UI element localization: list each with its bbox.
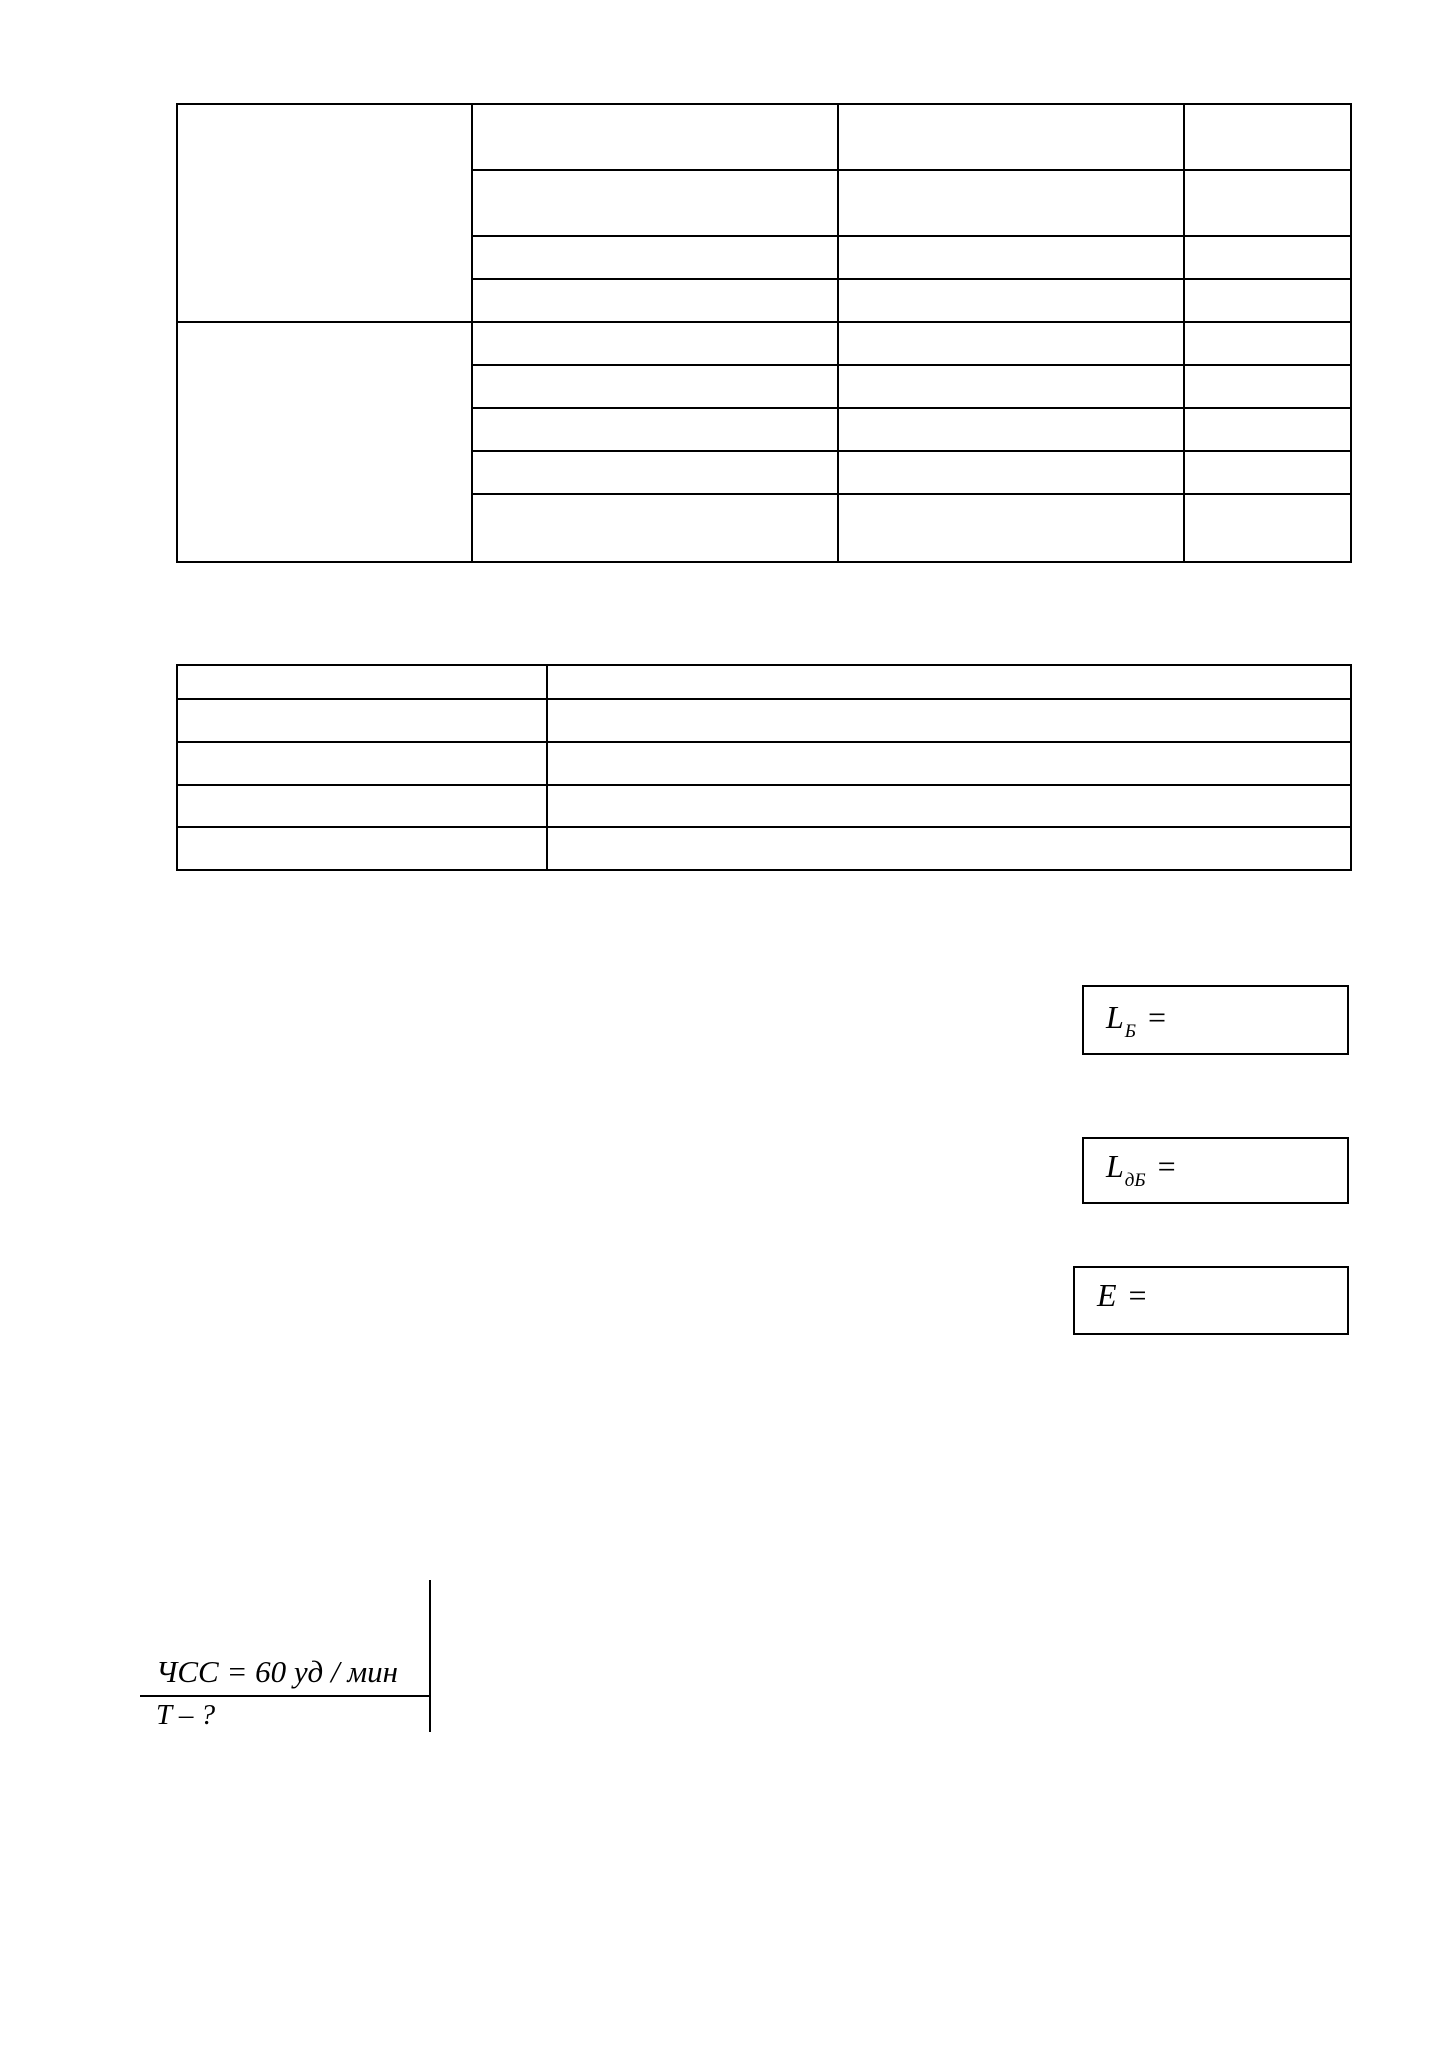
table-cell xyxy=(838,408,1184,451)
table-cell xyxy=(472,170,838,236)
table-row xyxy=(177,827,1351,870)
table-row xyxy=(177,104,1351,170)
table-cell xyxy=(177,785,547,827)
table-cell xyxy=(838,104,1184,170)
lb-subscript: Б xyxy=(1124,1021,1137,1042)
table-cell xyxy=(1184,279,1351,322)
table-row xyxy=(177,322,1351,365)
table-cell xyxy=(838,451,1184,494)
table-cell xyxy=(838,279,1184,322)
e-equals: = xyxy=(1128,1277,1147,1313)
table-cell xyxy=(547,827,1351,870)
table-1 xyxy=(176,103,1352,563)
e-symbol: E xyxy=(1097,1277,1117,1313)
table-cell xyxy=(1184,451,1351,494)
table-cell xyxy=(547,699,1351,742)
table-cell xyxy=(838,236,1184,279)
table-cell xyxy=(472,279,838,322)
table-cell xyxy=(472,236,838,279)
table-cell xyxy=(547,785,1351,827)
table-cell xyxy=(1184,236,1351,279)
table-cell xyxy=(1184,322,1351,365)
table-cell xyxy=(472,451,838,494)
table-cell xyxy=(177,322,472,562)
table-cell xyxy=(1184,408,1351,451)
table-2 xyxy=(176,664,1352,871)
table-cell xyxy=(177,104,472,322)
table-cell xyxy=(1184,365,1351,408)
table-cell xyxy=(177,665,547,699)
table-cell xyxy=(838,494,1184,562)
ldb-symbol: L xyxy=(1106,1148,1124,1184)
table-row xyxy=(177,699,1351,742)
table-cell xyxy=(1184,104,1351,170)
table-cell xyxy=(1184,494,1351,562)
table-row xyxy=(177,742,1351,785)
table-cell xyxy=(177,742,547,785)
answer-lb-formula xyxy=(1106,999,1167,1042)
table-cell xyxy=(547,742,1351,785)
table-cell xyxy=(472,494,838,562)
table-cell xyxy=(838,322,1184,365)
given-divider-vertical xyxy=(429,1580,431,1732)
ldb-subscript: дБ xyxy=(1124,1170,1146,1191)
answer-ldb-formula xyxy=(1106,1148,1176,1191)
given-divider-horizontal xyxy=(140,1695,430,1697)
lb-equals: = xyxy=(1148,999,1167,1035)
table-cell xyxy=(177,827,547,870)
table-cell xyxy=(472,365,838,408)
given-block xyxy=(140,1580,432,1732)
table-cell xyxy=(472,322,838,365)
table-cell xyxy=(838,365,1184,408)
lb-symbol: L xyxy=(1106,999,1124,1035)
table-cell xyxy=(177,699,547,742)
table-cell xyxy=(547,665,1351,699)
table-cell xyxy=(1184,170,1351,236)
table-cell xyxy=(472,408,838,451)
table-row xyxy=(177,785,1351,827)
answer-e-formula xyxy=(1097,1277,1147,1314)
given-unknown: T – ? xyxy=(156,1699,216,1731)
table-cell xyxy=(472,104,838,170)
given-heart-rate: ЧСС = 60 уд / мин xyxy=(156,1654,399,1689)
table-cell xyxy=(838,170,1184,236)
table-row xyxy=(177,665,1351,699)
ldb-equals: = xyxy=(1157,1148,1176,1184)
